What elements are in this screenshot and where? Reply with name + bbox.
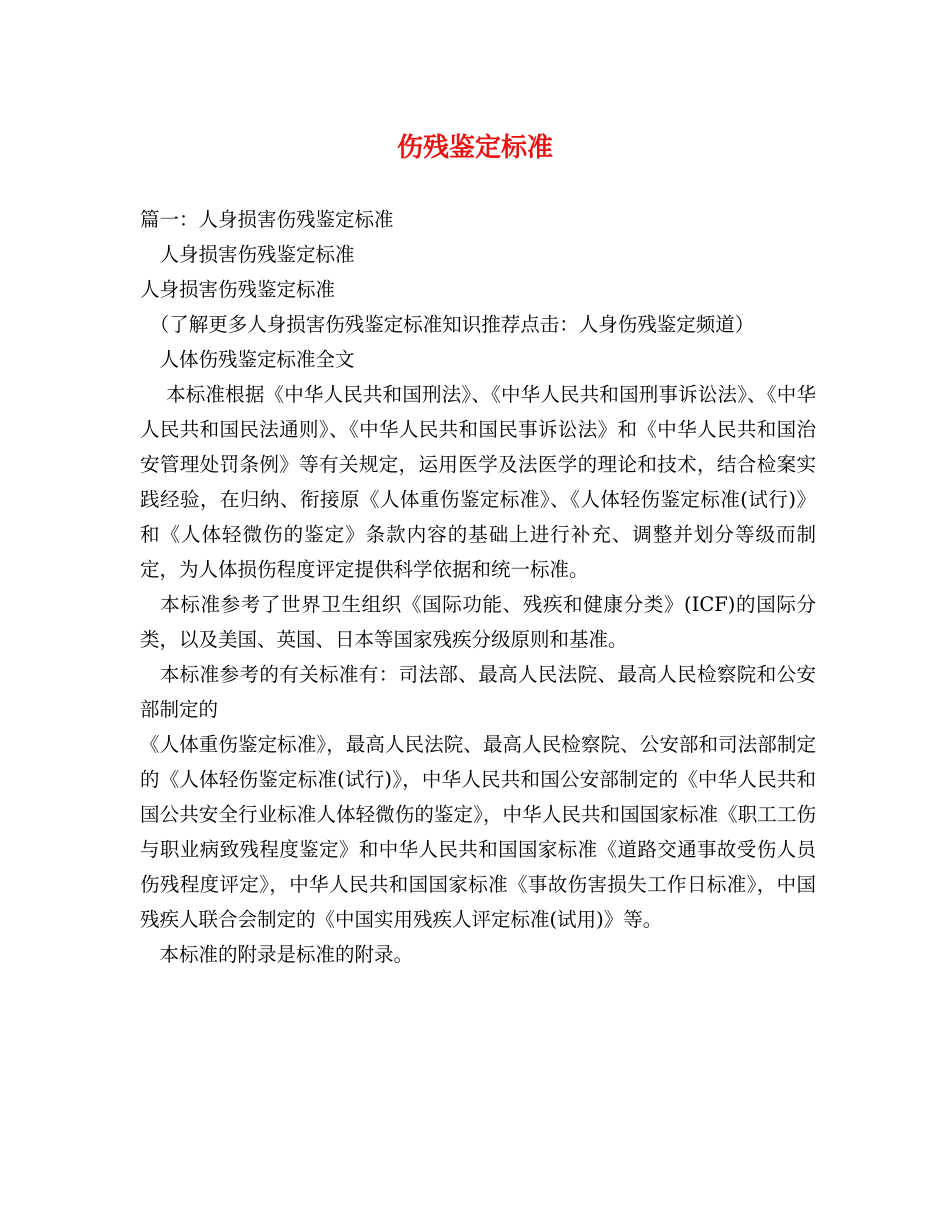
paragraph: 篇一：人身损害伤残鉴定标准 bbox=[140, 208, 394, 231]
paragraph: 人身损害伤残鉴定标准 bbox=[140, 278, 336, 301]
paragraph: 人身损害伤残鉴定标准 bbox=[140, 243, 355, 266]
paragraph: 本标准参考的有关标准有：司法部、最高人民法院、最高人民检察院和公安部制定的 bbox=[140, 663, 816, 721]
paragraph: 《人体重伤鉴定标准》，最高人民法院、最高人民检察院、公安部和司法部制定的《人体轻伤鉴定标准(试行)》，中华人民共和国公安部制定的《中华人民共和国公共安全行业标准人体轻微伤的鉴定》，中华人民共和国国家标准《职工工伤与职业病致残程度鉴定》和中华人民共和国国家标准《道路交通事故受伤人员伤残程度评定》，中华人民共和国国家标准《事故伤害损失工作日标准》，中国残疾人联合会制定的《中国实用残疾人评定标准(试用)》等。 bbox=[140, 733, 816, 931]
paragraph: 本标准根据《中华人民共和国刑法》、《中华人民共和国刑事诉讼法》、《中华人民共和国民法通则》、《中华人民共和国民事诉讼法》和《中华人民共和国治安管理处罚条例》等有关规定，运用医学及法医学的理论和技术，结合检案实践经验，在归纳、衔接原《人体重伤鉴定标准》、《人体轻伤鉴定标准(试行)》和《人体轻微伤的鉴定》条款内容的基础上进行补充、调整并划分等级而制定，为人体损伤程度评定提供科学依据和统一标准。 bbox=[140, 383, 816, 581]
document-body bbox=[140, 202, 816, 972]
paragraph: （了解更多人身损害伤残鉴定标准知识推荐点击：人身伤残鉴定频道） bbox=[140, 313, 755, 336]
paragraph: 人体伤残鉴定标准全文 bbox=[140, 348, 355, 371]
paragraph: 本标准参考了世界卫生组织《国际功能、残疾和健康分类》(ICF)的国际分类，以及美国、英国、日本等国家残疾分级原则和基准。 bbox=[140, 593, 816, 651]
paragraph: 本标准的附录是标准的附录。 bbox=[140, 943, 414, 966]
document-title: 伤残鉴定标准 bbox=[396, 133, 553, 163]
